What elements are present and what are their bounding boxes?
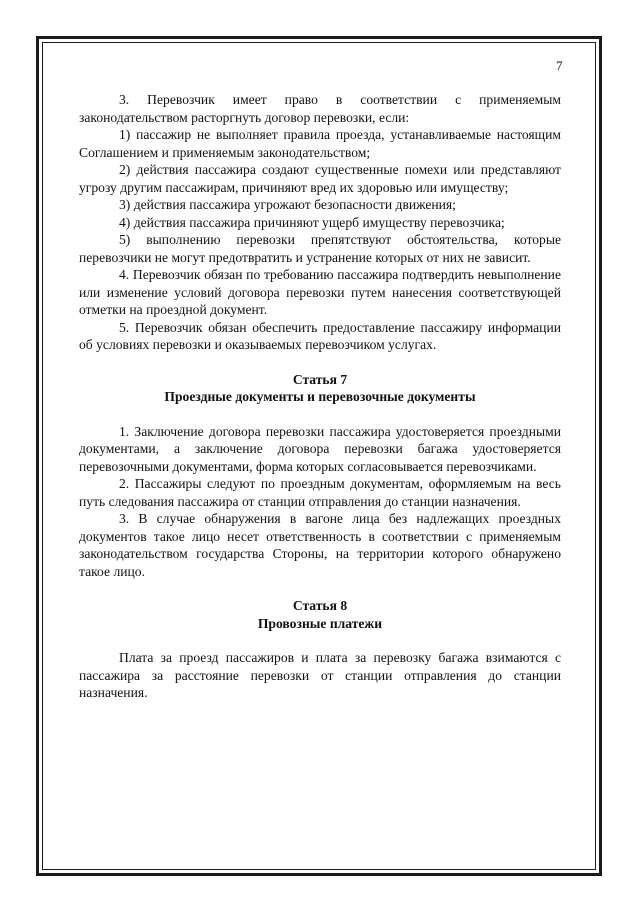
paragraph-confirm-nonperformance: 4. Перевозчик обязан по требованию пассажира подтвердить невыполнение или изменение условий договора перевозки путем нанесения соответствующей отметки на проездной документ.: [79, 267, 561, 317]
article-7-title: Проездные документы и перевозочные документы: [164, 389, 476, 404]
list-item-3: 3) действия пассажира угрожают безопасности движения;: [119, 197, 456, 212]
paragraph-provide-information: 5. Перевозчик обязан обеспечить предоставление пассажиру информации об условиях перевозки и оказываемых перевозчиком услугах.: [79, 319, 561, 352]
article-8-paragraph-1: Плата за проезд пассажиров и плата за перевозку багажа взимаются с пассажира за расстояние перевозки от станции отправления до станции назначения.: [79, 650, 561, 700]
article-7-paragraph-3: 3. В случае обнаружения в вагоне лица без надлежащих проездных документов такое лицо несет ответственность в соответствии с применяемым законодательством государства Стороны, на территории которого обнаружено такое лицо.: [79, 511, 561, 579]
article-7-paragraph-2: 2. Пассажиры следуют по проездным документам, оформляемым на весь путь следования пассажира от станции отправления до станции назначения.: [79, 476, 561, 509]
article-8-title: Провозные платежи: [257, 615, 383, 631]
paragraph-right-to-terminate: 3. Перевозчик имеет право в соответствии с применяемым законодательством расторгнуть договор перевозки, если:: [79, 92, 561, 125]
article-7-number: Статья 7: [292, 371, 348, 387]
article-8-number: Статья 8: [292, 598, 348, 613]
article-7-paragraph-1: 1. Заключение договора перевозки пассажира удостоверяется проездными документами, а заключение договора перевозки багажа удостоверяется перевозочными документами, форма которых согласовывается перевозчиками.: [79, 423, 561, 474]
list-item-1: 1) пассажир не выполняет правила проезда, устанавливаемые настоящим Соглашением и применяемым законодательством;: [79, 127, 561, 160]
page-number: 7: [556, 58, 563, 73]
list-item-2: 2) действия пассажира создают существенные помехи или представляют угрозу другим пассажирам, причиняют вред их здоровью или имуществу;: [79, 162, 561, 195]
document-body: [79, 91, 561, 702]
list-item-4: 4) действия пассажира причиняют ущерб имуществу перевозчика;: [119, 214, 505, 230]
list-item-5: 5) выполнению перевозки препятствуют обстоятельства, которые перевозчики не могут предотвратить и устранение которых от них не зависит.: [79, 232, 561, 265]
